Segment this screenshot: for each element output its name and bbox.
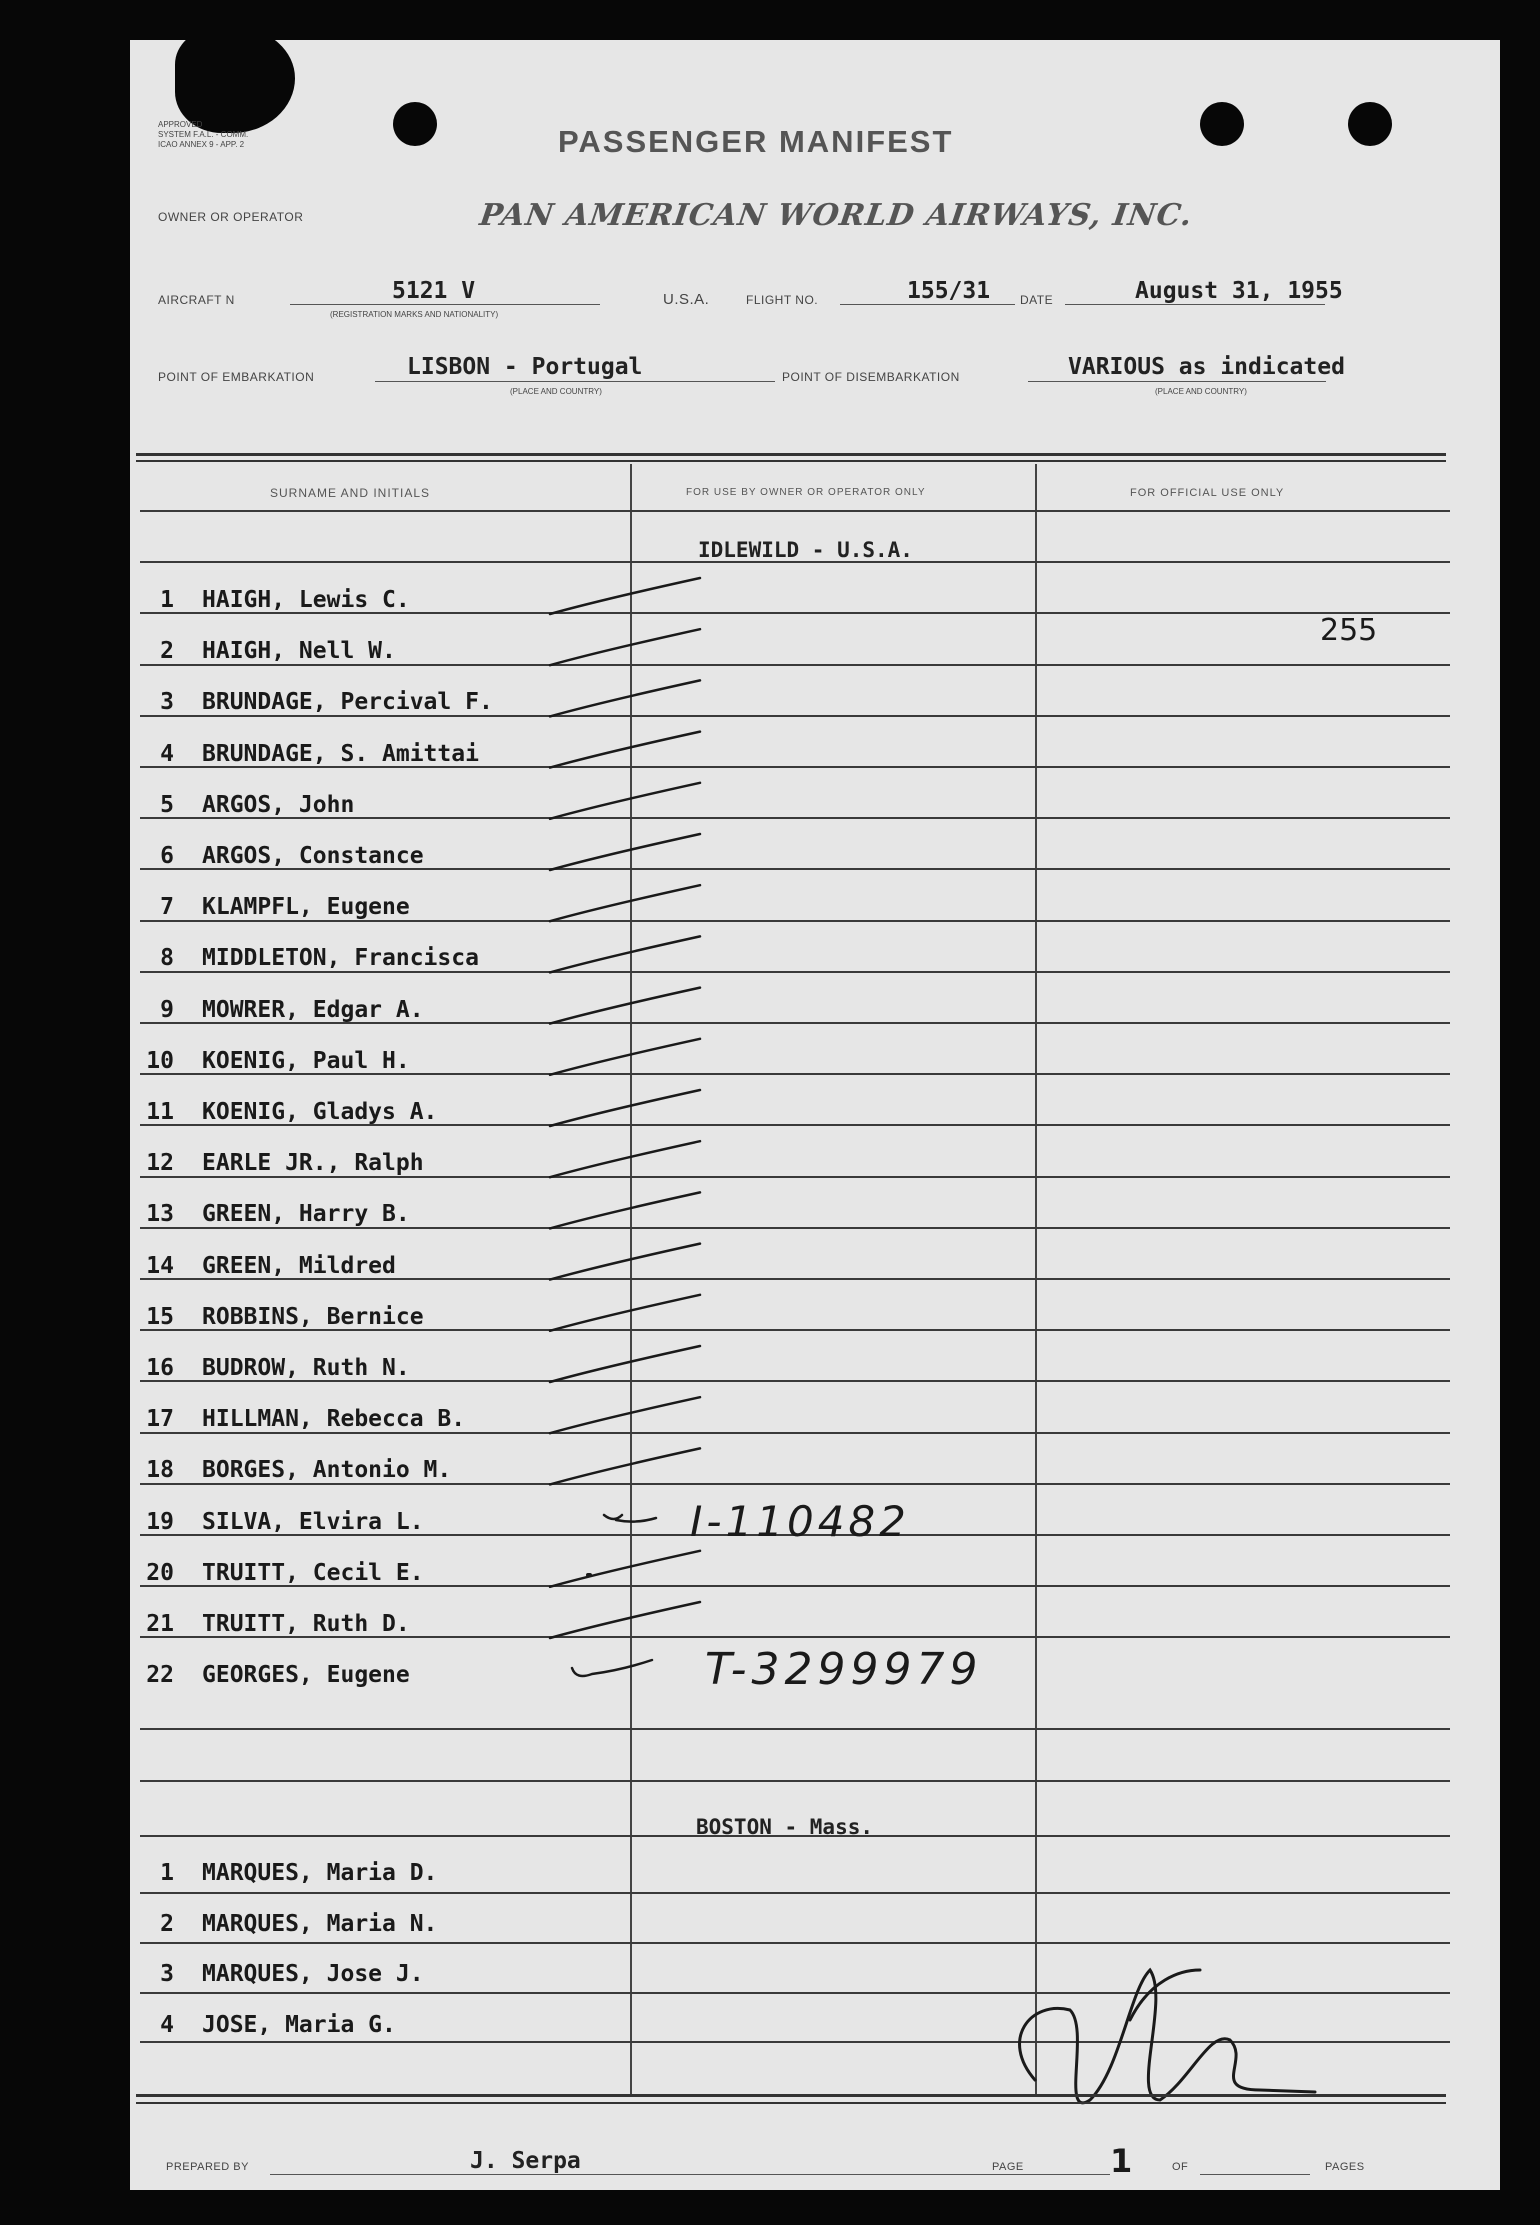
passenger-number: 11	[146, 1099, 174, 1125]
approval-note-line: APPROVED	[158, 120, 203, 129]
passenger-number: 5	[160, 791, 174, 818]
disembark-caption: (PLACE AND COUNTRY)	[1155, 387, 1247, 396]
check-mark-stroke	[550, 629, 700, 665]
embarkation-value: LISBON - Portugal	[407, 354, 643, 380]
date-value: August 31, 1955	[1135, 278, 1343, 304]
pages-label: PAGES	[1325, 2161, 1365, 2173]
passenger-number: 8	[160, 945, 174, 972]
passenger-name: GEORGES, Eugene	[202, 1662, 410, 1689]
check-mark-stroke	[550, 988, 700, 1024]
check-mark-stroke	[550, 1346, 700, 1382]
passenger-name: ARGOS, Constance	[202, 843, 424, 869]
embark-caption: (PLACE AND COUNTRY)	[510, 387, 602, 396]
passenger-number: 12	[146, 1150, 174, 1177]
handwritten-document-22: T-3299979	[705, 1644, 983, 1695]
flight-label: FLIGHT NO.	[746, 293, 819, 307]
passenger-name: HAIGH, Nell W.	[202, 638, 396, 665]
check-mark-stroke	[550, 1141, 700, 1177]
signature	[1130, 1970, 1200, 2020]
handwritten-document-19: I-110482	[690, 1497, 910, 1546]
passenger-number: 14	[146, 1252, 174, 1279]
passenger-number: 6	[160, 843, 174, 869]
operator-name: PAN AMERICAN WORLD AIRWAYS, INC.	[477, 198, 1195, 233]
approval-note-line: SYSTEM F.A.L. - COMM.	[158, 130, 249, 139]
passenger-number: 1	[160, 587, 174, 613]
passenger-number: 13	[146, 1201, 174, 1228]
disembarkation-value: VARIOUS as indicated	[1068, 354, 1345, 380]
check-mark-stroke	[550, 885, 700, 921]
tick-mark-icon	[604, 1515, 656, 1522]
passenger-name: SILVA, Elvira L.	[202, 1508, 424, 1535]
of-label: OF	[1172, 2161, 1189, 2173]
passenger-number: 4	[160, 2011, 174, 2038]
passenger-number: 22	[146, 1662, 174, 1689]
passenger-number: 18	[146, 1457, 174, 1484]
prepared-by-value: J. Serpa	[470, 2148, 581, 2174]
passenger-name: HAIGH, Lewis C.	[202, 587, 410, 613]
check-mark-stroke	[550, 1602, 700, 1638]
check-mark-stroke	[550, 1090, 700, 1126]
check-marks	[130, 40, 1500, 2190]
passenger-number: 9	[160, 996, 174, 1023]
passenger-number: 7	[160, 894, 174, 921]
signature	[1020, 1970, 1315, 2103]
passenger-name: EARLE JR., Ralph	[202, 1150, 424, 1177]
passenger-name: TRUITT, Cecil E.	[202, 1559, 424, 1586]
passenger-name: BUDROW, Ruth N.	[202, 1355, 410, 1381]
passenger-name: KOENIG, Gladys A.	[202, 1099, 438, 1125]
passenger-number: 2	[160, 1910, 174, 1937]
check-mark-stroke	[550, 783, 700, 819]
aircraft-label: AIRCRAFT N	[158, 293, 235, 307]
passenger-name: MARQUES, Maria N.	[202, 1910, 438, 1937]
check-mark-stroke	[550, 1448, 700, 1484]
passenger-number: 3	[160, 1961, 174, 1987]
pages-line	[1200, 2174, 1310, 2175]
destination-idlewild: IDLEWILD - U.S.A.	[698, 538, 913, 562]
check-mark-stroke	[550, 1397, 700, 1433]
passenger-number: 16	[146, 1355, 174, 1381]
date-label: DATE	[1020, 293, 1054, 307]
official-note-255: 255	[1320, 613, 1378, 648]
manifest-page	[130, 40, 1500, 2190]
registration-caption: (REGISTRATION MARKS AND NATIONALITY)	[330, 310, 499, 319]
passenger-name: BRUNDAGE, S. Amittai	[202, 740, 479, 767]
passenger-number: 3	[160, 689, 174, 716]
passenger-name: BORGES, Antonio M.	[202, 1457, 452, 1484]
table-bottom-rule-2	[136, 2102, 1446, 2104]
page-title: PASSENGER MANIFEST	[558, 124, 954, 159]
passenger-number: 4	[160, 740, 174, 767]
passenger-number: 15	[146, 1303, 174, 1330]
passenger-name: JOSE, Maria G.	[202, 2011, 396, 2038]
aircraft-value: 5121 V	[392, 278, 476, 304]
passenger-number: 1	[160, 1860, 174, 1886]
embark-label: POINT OF EMBARKATION	[158, 370, 315, 384]
check-mark-stroke	[550, 834, 700, 870]
check-mark-stroke	[550, 680, 700, 716]
check-mark-stroke	[550, 936, 700, 972]
passenger-name: MARQUES, Jose J.	[202, 1961, 424, 1987]
page-number: 1	[1110, 2142, 1133, 2180]
passenger-name: BRUNDAGE, Percival F.	[202, 689, 493, 716]
passenger-name: KOENIG, Paul H.	[202, 1047, 410, 1074]
passenger-name: MIDDLETON, Francisca	[202, 945, 479, 972]
passenger-number: 21	[146, 1611, 174, 1637]
column-header-names: SURNAME AND INITIALS	[270, 486, 431, 500]
passenger-number: 20	[146, 1559, 174, 1586]
passenger-name: TRUITT, Ruth D.	[202, 1611, 410, 1637]
column-header-operator: FOR USE BY OWNER OR OPERATOR ONLY	[686, 487, 926, 498]
passenger-number: 10	[146, 1047, 174, 1074]
check-mark-stroke	[550, 1295, 700, 1331]
passenger-name: ARGOS, John	[202, 791, 355, 818]
passenger-number: 17	[146, 1406, 174, 1433]
passenger-number: 2	[160, 638, 174, 665]
nationality-value: U.S.A.	[663, 291, 710, 308]
owner-label: OWNER OR OPERATOR	[158, 210, 304, 224]
passenger-name: GREEN, Harry B.	[202, 1201, 410, 1228]
disembark-label: POINT OF DISEMBARKATION	[782, 370, 960, 384]
check-mark-stroke	[550, 1551, 700, 1587]
tick-mark-icon	[572, 1660, 652, 1676]
column-header-official: FOR OFFICIAL USE ONLY	[1130, 487, 1285, 499]
passenger-name: KLAMPFL, Eugene	[202, 894, 410, 921]
passenger-name: MARQUES, Maria D.	[202, 1860, 438, 1886]
passenger-name: MOWRER, Edgar A.	[202, 996, 424, 1023]
check-mark-stroke	[550, 1192, 700, 1228]
passenger-name: GREEN, Mildred	[202, 1252, 396, 1279]
destination-boston: BOSTON - Mass.	[696, 1815, 874, 1839]
flight-value: 155/31	[907, 278, 991, 304]
prepared-by-label: PREPARED BY	[166, 2161, 249, 2173]
table-bottom-rule	[136, 2094, 1446, 2097]
check-mark-stroke	[550, 1039, 700, 1075]
prepared-by-line	[270, 2174, 1110, 2175]
passenger-name: HILLMAN, Rebecca B.	[202, 1406, 466, 1433]
check-mark-stroke	[550, 732, 700, 768]
check-mark-stroke	[550, 578, 700, 614]
check-mark-stroke	[550, 1244, 700, 1280]
page-label: PAGE	[992, 2161, 1024, 2173]
approval-note-line: ICAO ANNEX 9 - APP. 2	[158, 140, 245, 149]
passenger-name: ROBBINS, Bernice	[202, 1303, 424, 1330]
passenger-number: 19	[146, 1508, 174, 1535]
